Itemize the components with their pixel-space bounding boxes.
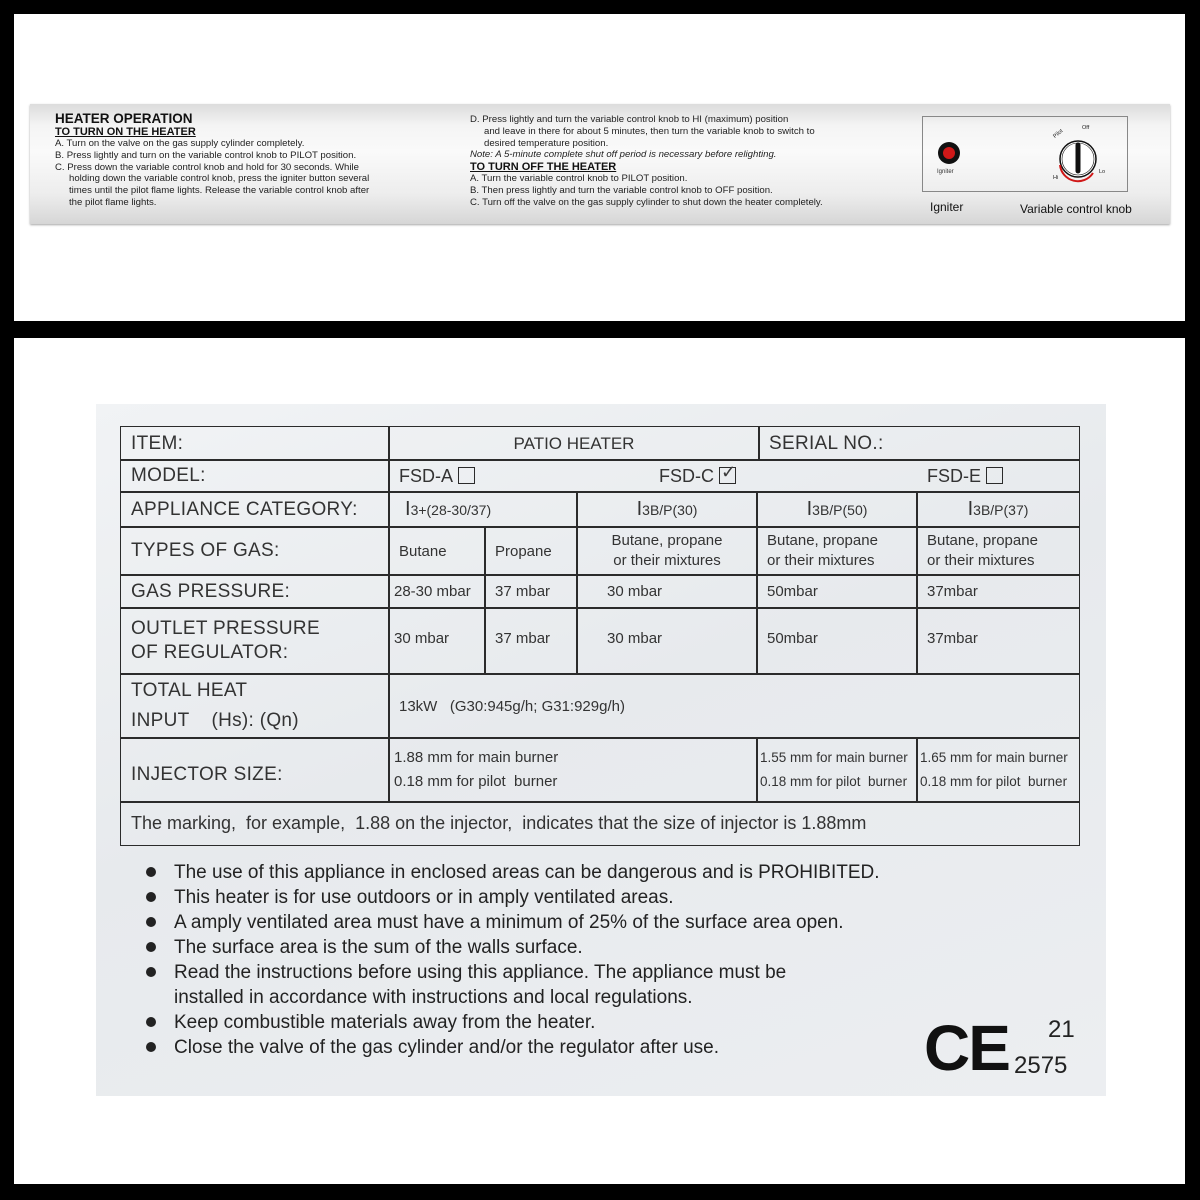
step-d: and leave in there for about 5 minutes, then turn the variable knob to switch to — [484, 125, 815, 137]
igniter-small-label: Igniter — [937, 169, 954, 175]
turn-on-step: holding down the variable control knob, press the igniter button several — [69, 173, 370, 185]
model-option-c — [659, 466, 736, 487]
ce-notified-body-bottom: 2575 — [1014, 1052, 1068, 1079]
spec-table — [120, 426, 1080, 846]
model-option-a — [399, 466, 475, 487]
warning-item: A amply ventilated area must have a minimum of 25% of the surface area open. — [140, 910, 960, 935]
turn-on-step: times until the pilot flame lights. Release the variable control knob after — [69, 185, 370, 197]
model-name: FSD-A — [399, 465, 453, 486]
step-d: desired temperature position. — [484, 137, 609, 149]
model-name: FSD-C — [659, 465, 714, 486]
category-value — [388, 491, 578, 528]
outlet-label-line: OF REGULATOR: — [131, 642, 289, 663]
category-sub: 3B/P(30) — [642, 501, 698, 518]
category-sub: 3+(28-30/37) — [410, 501, 492, 518]
gas-type-value: Propane — [484, 526, 578, 576]
injector-line: 1.55 mm for main burner — [760, 750, 908, 765]
warning-item: Close the valve of the gas cylinder and/or the regulator after use. — [140, 1035, 960, 1060]
knob-mark-lo: Lo — [1099, 169, 1106, 175]
injector-line: 1.65 mm for main burner — [920, 750, 1068, 765]
safety-warnings — [140, 860, 960, 1060]
heat-label-line: TOTAL HEAT — [131, 680, 248, 701]
model-option-e — [927, 466, 1003, 487]
operation-label-strip — [30, 104, 1170, 224]
control-diagram — [922, 116, 1128, 192]
injector-marking-note: The marking, for example, 1.88 on the injector, indicates that the size of injector is 1.88mm — [120, 801, 1080, 846]
item-value: PATIO HEATER — [388, 426, 760, 461]
gas-line: or their mixtures — [767, 552, 875, 569]
gas-line: or their mixtures — [927, 552, 1035, 569]
warning-item: Keep combustible materials away from the heater. — [140, 1010, 960, 1035]
turn-off-step: C. Turn off the valve on the gas supply cylinder to shut down the heater completely. — [470, 196, 823, 208]
turn-on-step: B. Press lightly and turn on the variable control knob to PILOT position. — [55, 149, 357, 161]
ce-notified-body-top: 21 — [1048, 1016, 1075, 1043]
gas-type-value — [576, 526, 758, 576]
gas-type-value — [756, 526, 918, 576]
heat-input-label — [120, 673, 390, 739]
injector-line: 1.88 mm for main burner — [394, 749, 559, 766]
outlet-pressure-value: 30 mbar — [576, 607, 758, 675]
injector-line: 0.18 mm for pilot burner — [760, 774, 908, 789]
outlet-pressure-label — [120, 607, 390, 675]
operation-title: HEATER OPERATION — [55, 111, 193, 126]
knob-mark-hi: Hi — [1053, 175, 1059, 181]
gas-pressure-value: 37mbar — [916, 574, 1080, 609]
gas-line: Butane, propane — [767, 532, 878, 549]
relight-note: Note: A 5-minute complete shut off period is necessary before relighting. — [470, 149, 777, 161]
turn-off-step: A. Turn the variable control knob to PILOT position. — [470, 173, 688, 185]
outlet-label-line: OUTLET PRESSURE — [131, 618, 320, 639]
injector-size-value — [388, 737, 758, 803]
warning-line: installed in accordance with instructions and local regulations. — [174, 987, 693, 1008]
serial-label: SERIAL NO.: — [758, 426, 1080, 461]
gas-line: or their mixtures — [613, 552, 721, 569]
gas-pressure-label: GAS PRESSURE: — [120, 574, 390, 609]
outlet-pressure-value: 37mbar — [916, 607, 1080, 675]
outlet-pressure-value: 37 mbar — [484, 607, 578, 675]
turn-on-instructions — [55, 112, 455, 209]
category-label: APPLIANCE CATEGORY: — [120, 491, 390, 528]
operation-panel — [14, 14, 1185, 321]
step-d: D. Press lightly and turn the variable control knob to HI (maximum) position — [470, 114, 789, 125]
turn-on-step: A. Turn on the valve on the gas supply cylinder completely. — [55, 138, 305, 149]
knob-caption: Variable control knob — [1020, 202, 1132, 216]
warning-item: The surface area is the sum of the walls surface. — [140, 935, 960, 960]
turn-off-step: B. Then press lightly and turn the variable control knob to OFF position. — [470, 184, 773, 196]
category-main: I — [405, 498, 411, 520]
injector-line: 0.18 mm for pilot burner — [920, 774, 1068, 789]
warning-line: Read the instructions before using this appliance. The appliance must be — [174, 962, 787, 983]
category-sub: 3B/P(50) — [812, 501, 868, 518]
gas-pressure-value: 30 mbar — [576, 574, 758, 609]
warning-item: This heater is for use outdoors or in amply ventilated areas. — [140, 885, 960, 910]
category-value — [756, 491, 918, 528]
gas-pressure-value: 50mbar — [756, 574, 918, 609]
gas-type-value — [916, 526, 1080, 576]
knob-dial-icon — [1051, 131, 1105, 185]
category-main: I — [967, 498, 974, 520]
injector-size-value — [756, 737, 918, 803]
item-label: ITEM: — [120, 426, 390, 461]
gas-pressure-value: 37 mbar — [484, 574, 578, 609]
igniter-caption: Igniter — [930, 200, 964, 214]
turn-off-instructions — [470, 114, 900, 209]
injector-size-value — [916, 737, 1080, 803]
outlet-pressure-value: 30 mbar — [388, 607, 486, 675]
heat-label-line: INPUT (Hs): (Qn) — [131, 710, 299, 731]
outlet-pressure-value: 50mbar — [756, 607, 918, 675]
rating-plate-panel — [14, 338, 1185, 1184]
gas-line: Butane, propane — [927, 532, 1038, 549]
rating-plate — [96, 404, 1106, 1096]
model-name: FSD-E — [927, 465, 981, 486]
knob-mark-off: Off — [1082, 125, 1090, 131]
model-checkbox-c — [719, 467, 736, 484]
turn-on-heading: TO TURN ON THE HEATER — [55, 126, 196, 138]
injector-line: 0.18 mm for pilot burner — [394, 773, 558, 790]
heat-input-value: 13kW (G30:945g/h; G31:929g/h) — [388, 673, 1080, 739]
ce-mark-logo: CE — [924, 1012, 1009, 1084]
gas-type-label: TYPES OF GAS: — [120, 526, 390, 576]
injector-size-label: INJECTOR SIZE: — [120, 737, 390, 803]
category-main: I — [806, 498, 813, 520]
gas-type-value: Butane — [388, 526, 486, 576]
gas-pressure-value: 28-30 mbar — [388, 574, 486, 609]
turn-on-step: C. Press down the variable control knob and hold for 30 seconds. While — [55, 161, 359, 173]
control-knob-icon — [1051, 125, 1106, 185]
category-sub: 3B/P(37) — [973, 501, 1029, 518]
model-checkbox-a — [458, 467, 475, 484]
gas-line: Butane, propane — [611, 532, 723, 549]
knob-mark-pilot: Pilot — [1052, 128, 1065, 140]
category-main: I — [636, 498, 643, 520]
warning-item: The use of this appliance in enclosed areas can be dangerous and is PROHIBITED. — [140, 860, 960, 885]
model-checkbox-e — [986, 467, 1003, 484]
model-label: MODEL: — [120, 459, 390, 493]
model-options — [388, 459, 1080, 493]
turn-on-step: the pilot flame lights. — [69, 196, 157, 208]
category-value — [916, 491, 1080, 528]
turn-off-heading: TO TURN OFF THE HEATER — [470, 161, 617, 174]
igniter-button-icon — [938, 142, 960, 164]
warning-item — [140, 960, 960, 1010]
category-value — [576, 491, 758, 528]
